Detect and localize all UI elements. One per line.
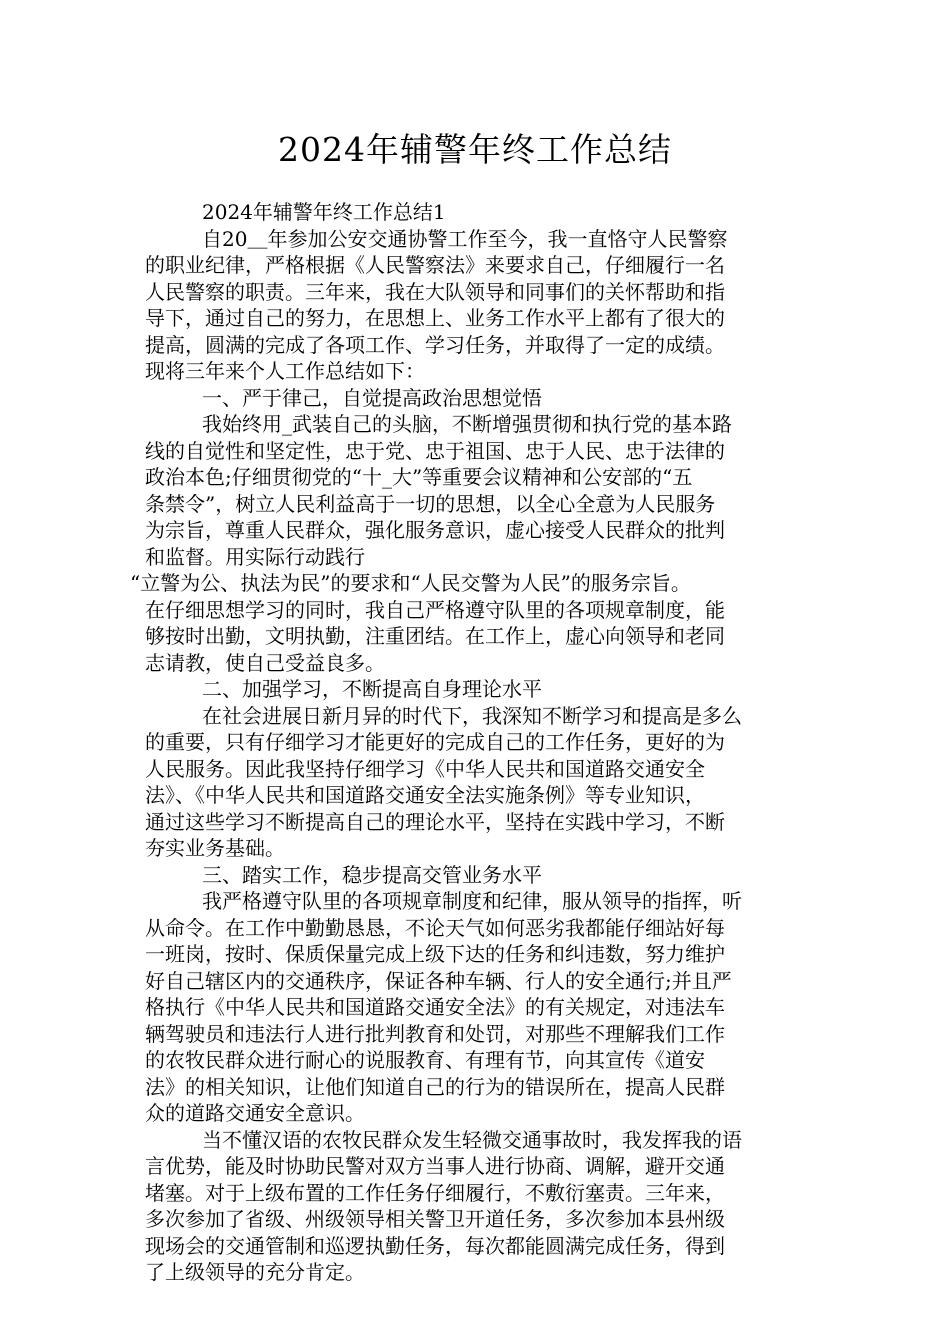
paragraph-line: 线的自觉性和坚定性，忠于党、忠于祖国、忠于人民、忠于法律的 — [145, 438, 725, 463]
paragraph-line: 了上级领导的充分肯定。 — [145, 1260, 365, 1284]
paragraph-line: 现场会的交通管制和巡逻执勤任务，每次都能圆满完成任务，得到 — [145, 1233, 725, 1258]
paragraph-line: 导下，通过自己的努力，在思想上、业务工作水平上都有了很大的 — [145, 306, 725, 330]
paragraph-line: 多次参加了省级、州级领导相关警卫开道任务，多次参加本县州级 — [145, 1207, 725, 1231]
paragraph-line: 政治本色;仔细贯彻党的“十_大”等重要会议精神和公安部的“五 — [145, 465, 693, 489]
section-heading: 三、踏实工作，稳步提高交管业务水平 — [202, 862, 542, 887]
paragraph-line: 够按时出勤，文明执勤，注重团结。在工作上，虚心向领导和老同 — [145, 624, 725, 648]
paragraph-line: 众的道路交通安全意识。 — [145, 1101, 365, 1125]
paragraph-line: 我始终用_武装自己的头脑，不断增强贯彻和执行党的基本路 — [202, 412, 732, 436]
paragraph-line: 当不懂汉语的农牧民群众发生轻微交通事故时，我发挥我的语 — [202, 1127, 742, 1152]
section-subtitle: 2024年辅警年终工作总结1 — [202, 200, 446, 224]
section-heading: 二、加强学习，不断提高自身理论水平 — [202, 677, 542, 701]
paragraph-line: 现将三年来个人工作总结如下： — [145, 359, 425, 383]
paragraph-line: 通过这些学习不断提高自己的理论水平，坚持在实践中学习，不断 — [145, 809, 725, 834]
paragraph-line: 在仔细思想学习的同时，我自己严格遵守队里的各项规章制度，能 — [145, 597, 725, 622]
paragraph-line: 格执行《中华人民共和国道路交通安全法》的有关规定，对违法车 — [145, 995, 725, 1019]
paragraph-line: 人民警察的职责。三年来，我在大队领导和同事们的关怀帮助和指 — [145, 279, 725, 304]
paragraph-line: 言优势，能及时协助民警对双方当事人进行协商、调解，避开交通 — [145, 1154, 725, 1178]
paragraph-line: 人民服务。因此我坚持仔细学习《中华人民共和国道路交通安全 — [145, 756, 705, 781]
paragraph-line: 一班岗，按时、保质保量完成上级下达的任务和纠违数，努力维护 — [145, 942, 725, 966]
paragraph-line: 辆驾驶员和违法行人进行批判教育和处罚，对那些不理解我们工作 — [145, 1021, 725, 1046]
paragraph-line: 的农牧民群众进行耐心的说服教育、有理有节，向其宣传《道安 — [145, 1048, 705, 1072]
section-heading: 一、严于律己，自觉提高政治思想觉悟 — [202, 385, 542, 410]
document-title: 2024年辅警年终工作总结 — [278, 130, 672, 169]
paragraph-line: 提高，圆满的完成了各项工作、学习任务，并取得了一定的成绩。 — [145, 332, 725, 357]
paragraph-line: 夯实业务基础。 — [145, 836, 285, 860]
paragraph-line: 条禁令”，树立人民利益高于一切的思想，以全心全意为人民服务 — [145, 491, 716, 516]
document-body — [130, 199, 810, 1286]
paragraph-line: 在社会进展日新月异的时代下，我深知不断学习和提高是多么 — [202, 703, 742, 728]
paragraph-line: “立警为公、执法为民”的要求和“人民交警为人民”的服务宗旨。 — [130, 571, 691, 595]
paragraph-line: 自20＿年参加公安交通协警工作至今，我一直恪守人民警察 — [202, 226, 728, 251]
paragraph-line: 志请教，使自己受益良多。 — [145, 650, 385, 675]
paragraph-line: 从命令。在工作中勤勤恳恳，不论天气如何恶劣我都能仔细站好每 — [145, 915, 725, 940]
paragraph-line: 的职业纪律，严格根据《人民警察法》来要求自己，仔细履行一名 — [145, 253, 725, 277]
paragraph-line: 好自己辖区内的交通秩序，保证各种车辆、行人的安全通行;并且严 — [145, 968, 732, 993]
paragraph-line: 的重要，只有仔细学习才能更好的完成自己的工作任务，更好的为 — [145, 730, 725, 754]
paragraph-line: 我严格遵守队里的各项规章制度和纪律，服从领导的指挥，听 — [202, 889, 742, 913]
paragraph-line: 堵塞。对于上级布置的工作任务仔细履行，不敷衍塞责。三年来， — [145, 1180, 725, 1205]
paragraph-line: 法》的相关知识，让他们知道自己的行为的错误所在，提高人民群 — [145, 1074, 725, 1099]
paragraph-line: 为宗旨，尊重人民群众，强化服务意识，虚心接受人民群众的批判 — [145, 518, 725, 542]
paragraph-line: 和监督。用实际行动践行 — [145, 544, 365, 569]
paragraph-line: 法》、《中华人民共和国道路交通安全法实施条例》等专业知识， — [145, 783, 705, 807]
